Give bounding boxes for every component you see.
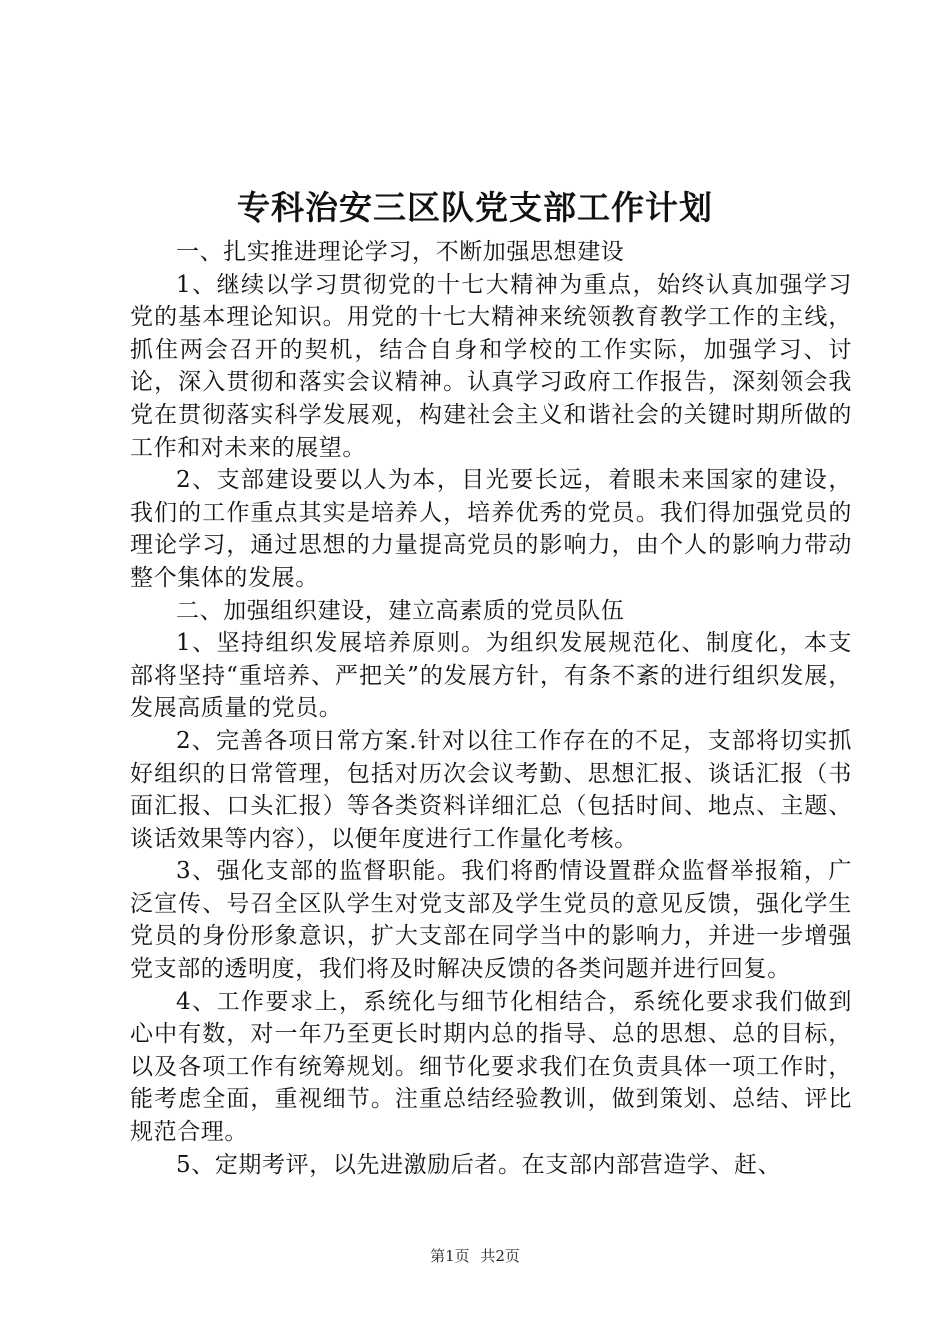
document-title: 专科治安三区队党支部工作计划 <box>237 188 713 227</box>
paragraph: 1、继续以学习贯彻党的十七大精神为重点，始终认真加强学习党的基本理论知识。用党的十七大精神来统领教育教学工作的主线，抓住两会召开的契机，结合自身和学校的工作实际，加强学习、讨论，深入贯彻和落实会议精神。认真学习政府工作报告，深刻领会我党在贯彻落实科学发展观，构建社会主义和谐社会的关键时期所做的工作和对未来的展望。 <box>130 271 852 461</box>
page-number-total: 共2页 <box>480 1247 520 1265</box>
paragraph: 4、工作要求上，系统化与细节化相结合，系统化要求我们做到心中有数，对一年乃至更长时期内总的指导、总的思想、总的目标，以及各项工作有统筹规划。细节化要求我们在负责具体一项工作时，能考虑全面，重视细节。注重总结经验教训，做到策划、总结、评比规范合理。 <box>130 988 852 1146</box>
section-heading-1: 一、扎实推进理论学习，不断加强思想建设 <box>176 239 625 265</box>
paragraph: 2、完善各项日常方案.针对以往工作存在的不足，支部将切实抓好组织的日常管理，包括对历次会议考勤、思想汇报、谈话汇报（书面汇报、口头汇报）等各类资料详细汇总（包括时间、地点、主题、谈话效果等内容），以便年度进行工作量化考核。 <box>130 727 852 852</box>
section-heading-2: 二、加强组织建设，建立高素质的党员队伍 <box>176 597 625 624</box>
paragraph: 1、坚持组织发展培养原则。为组织发展规范化、制度化，本支部将坚持“重培养、严把关”的发展方针，有条不紊的进行组织发展，发展高质量的党员。 <box>130 630 852 722</box>
paragraph: 2、支部建设要以人为本，目光要长远，着眼未来国家的建设，我们的工作重点其实是培养人，培养优秀的党员。我们得加强党员的理论学习，通过思想的力量提高党员的影响力，由个人的影响力带动整个集体的发展。 <box>130 467 852 591</box>
document-body <box>130 236 852 1181</box>
page-footer <box>0 1245 950 1267</box>
paragraph: 5、定期考评，以先进激励后者。在支部内部营造学、赶、 <box>176 1151 782 1178</box>
page-number-current: 第1页 <box>430 1247 470 1265</box>
paragraph: 3、强化支部的监督职能。我们将酌情设置群众监督举报箱，广泛宣传、号召全区队学生对党支部及学生党员的意见反馈，强化学生党员的身份形象意识，扩大支部在同学当中的影响力，并进一步增强党支部的透明度，我们将及时解决反馈的各类问题并进行回复。 <box>130 858 852 983</box>
